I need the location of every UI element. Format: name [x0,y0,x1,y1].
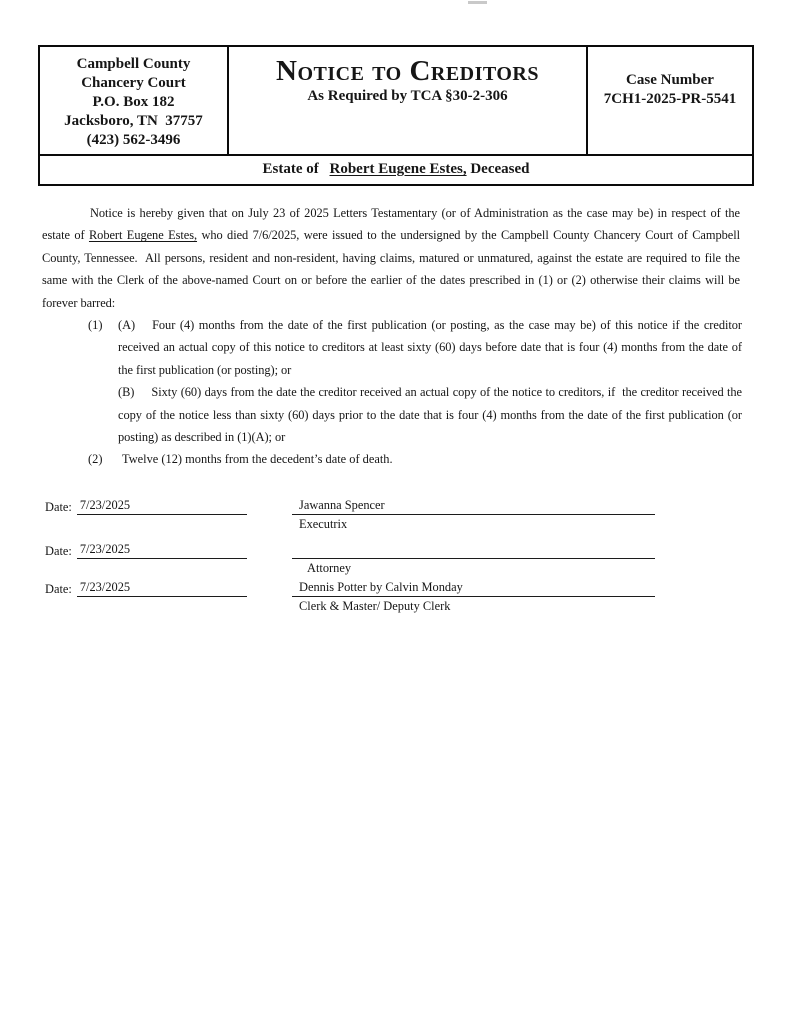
list-item-2 [42,448,742,470]
signature-section [42,498,742,614]
paragraph-text-post: who died 7/6/2025, were issued to the undersigned by the Campbell County Chancery Court of Campbell County, Tennessee. All persons, resident and non-resident, having claims, matured or unmatured, against the estate are required to file the same with the Clerk of the above-named Court on or before the earlier of the dates prescribed in (1) or (2) otherwise their claims will be forever barred: [42,228,740,310]
date-value: 7/23/2025 [77,542,247,559]
signature-name: Dennis Potter by Calvin Monday [292,580,655,597]
court-po-box: P.O. Box 182 [92,94,175,110]
date-line [45,542,292,559]
date-label: Date: [45,544,72,558]
signature-row-attorney [42,542,742,576]
estate-prefix: Estate of [262,161,319,177]
notice-paragraph [42,202,740,314]
date-line [45,580,292,597]
court-address-block [40,47,229,154]
sub-item-b-text: Sixty (60) days from the date the creditor received an actual copy of the notice to creditors, if the creditor received the copy of the notice less than sixty (60) days prior to the date that is four (4) months from the date of the first publication (or posting) as described in (1)(A); or [118,385,742,445]
estate-line [40,154,752,184]
date-column [45,542,292,576]
date-value: 7/23/2025 [77,498,247,515]
header-row [40,47,752,154]
signature-row-executrix [42,498,742,532]
signature-column [292,498,655,532]
date-column [45,498,292,532]
list-item-2-text: Twelve (12) months from the decedent’s date of death. [122,452,393,467]
sub-item-b [118,381,742,448]
scan-artifact-dash [468,1,487,4]
case-number-label: Case Number [626,72,714,88]
claim-deadline-list [42,314,742,471]
list-item-1-body [42,314,742,448]
list-item-2-number: (2) [88,452,103,467]
sub-item-a-label: (A) [118,318,136,332]
estate-decedent-name: Robert Eugene Estes, [329,161,467,177]
date-label: Date: [45,582,72,596]
court-phone: (423) 562-3496 [86,132,181,148]
estate-suffix: Deceased [470,161,530,177]
sub-item-b-label: (B) [118,385,135,400]
document-title: Notice to Creditors [276,55,539,87]
case-number-block [588,47,752,154]
court-name-line: Campbell County [76,56,191,72]
date-value: 7/23/2025 [77,580,247,597]
signature-name: Jawanna Spencer [292,498,655,515]
title-block [229,47,588,154]
signature-row-clerk [42,580,742,614]
date-label: Date: [45,500,72,514]
date-line [45,498,292,515]
list-item-1 [42,314,742,448]
court-city-state-zip: Jacksboro, TN 37757 [64,113,203,129]
document-subtitle: As Required by TCA §30-2-306 [307,88,508,104]
court-name-line: Chancery Court [81,75,186,91]
case-number-value: 7CH1-2025-PR-5541 [603,91,737,107]
signature-role: Clerk & Master/ Deputy Clerk [299,599,451,613]
paragraph-text-pre: Notice is hereby given that on July 23 of 2025 Letters Testamentary (or of Administration as the case may be) in respect of the estate of [42,206,740,243]
sub-item-a-text: Four (4) months from the date of the first publication (or posting, as the case may be) of this notice if the creditor received an actual copy of this notice to creditors at least sixty (60) days before date that is four (4) months from the date of the first publication (or posting); or [118,318,742,377]
signature-column [292,542,655,576]
paragraph-decedent-name: Robert Eugene Estes, [88,228,198,243]
header-table [38,45,754,186]
date-column [45,580,292,614]
signature-role: Executrix [299,517,348,531]
signature-role: Attorney [307,561,352,575]
sub-item-a [118,314,742,381]
signature-name [292,542,655,559]
list-item-1-number: (1) [88,318,103,332]
signature-column [292,580,655,614]
